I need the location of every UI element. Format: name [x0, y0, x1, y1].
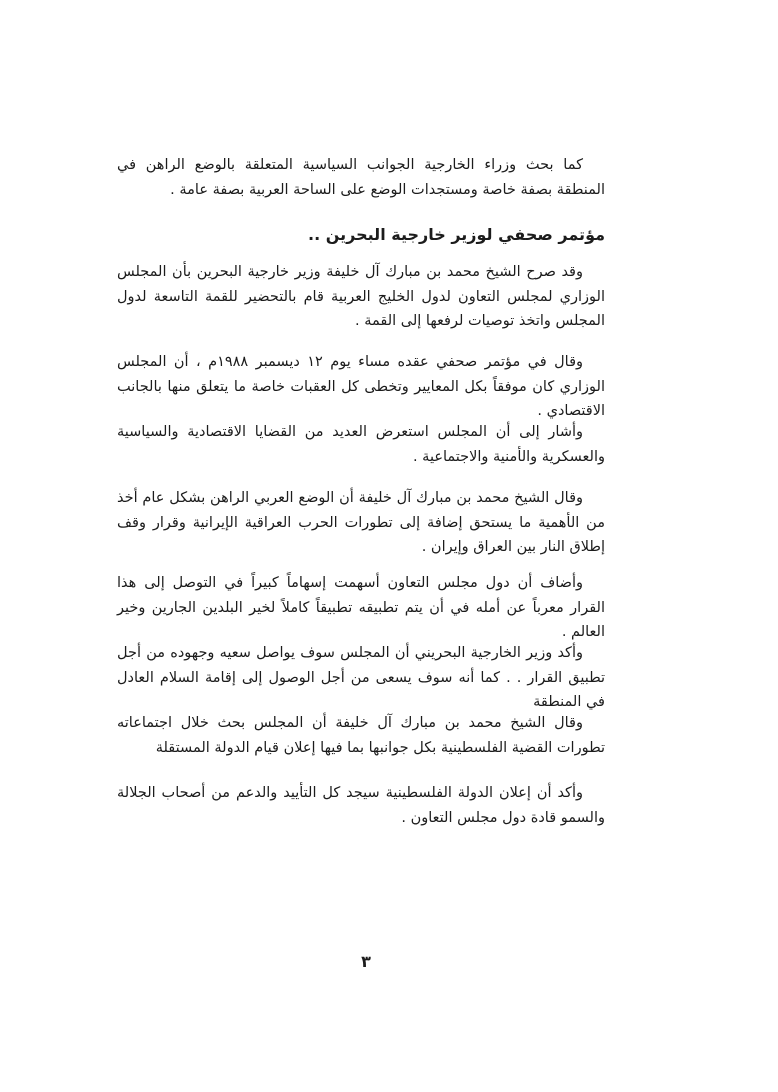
paragraph-council-issues-reviewed: وأشار إلى أن المجلس استعرض العديد من القضايا الاقتصادية والسياسية والعسكرية والأمنية والاجتماعية . [117, 424, 605, 465]
paragraph-palestinian-cause: وقال الشيخ محمد بن مبارك آل خليفة أن المجلس بحث خلال اجتماعاته تطورات القضية الفلسطينية بكل جوانبها بما فيها إعلان قيام الدولة المستقلة [117, 715, 605, 756]
paragraph-press-conference-date: وقال في مؤتمر صحفي عقده مساء يوم ١٢ ديسمبر ١٩٨٨م ، أن المجلس الوزاري كان موفقاً بكل المعايير وتخطى كل العقبات خاصة ما يتعلق منها بالجانب الاقتصادي . [117, 354, 605, 419]
heading-press-conference: مؤتمر صحفي لوزير خارجية البحرين .. [308, 225, 605, 244]
paragraph-gcc-contribution-ceasefire: وأضاف أن دول مجلس التعاون أسهمت إسهاماً كبيراً في التوصل إلى هذا القرار معرباً عن أمله في أن يتم تطبيقه تطبيقاً كاملاً لخير البلدين الجارين وخير العالم . [117, 575, 605, 640]
paragraph-minister-statement-summit: وقد صرح الشيخ محمد بن مبارك آل خليفة وزير خارجية البحرين بأن المجلس الوزاري لمجلس التعاون لدول الخليج العربية قام بالتحضير للقمة التاسعة لدول المجلس واتخذ توصيات لرفعها إلى القمة . [117, 264, 605, 329]
paragraph-arab-situation-war: وقال الشيخ محمد بن مبارك آل خليفة أن الوضع العربي الراهن بشكل عام أخذ من الأهمية ما يستحق إضافة إلى تطورات الحرب العراقية الإيرانية وقرار وقف إطلاق النار بين العراق وإيران . [117, 490, 605, 555]
paragraph-continued-efforts-peace: وأكد وزير الخارجية البحريني أن المجلس سوف يواصل سعيه وجهوده من أجل تطبيق القرار . . كما أنه سوف يسعى من أجل الوصول إلى إقامة السلام العادل في المنطقة [117, 645, 605, 710]
paragraph-state-declaration-support: وأكد أن إعلان الدولة الفلسطينية سيجد كل التأييد والدعم من أصحاب الجلالة والسمو قادة دول مجلس التعاون . [117, 785, 605, 826]
page-number: ٣ [361, 952, 371, 971]
paragraph-foreign-ministers-talks: كما بحث وزراء الخارجية الجوانب السياسية المتعلقة بالوضع الراهن في المنطقة بصفة خاصة ومستجدات الوضع على الساحة العربية بصفة عامة . [117, 157, 605, 198]
